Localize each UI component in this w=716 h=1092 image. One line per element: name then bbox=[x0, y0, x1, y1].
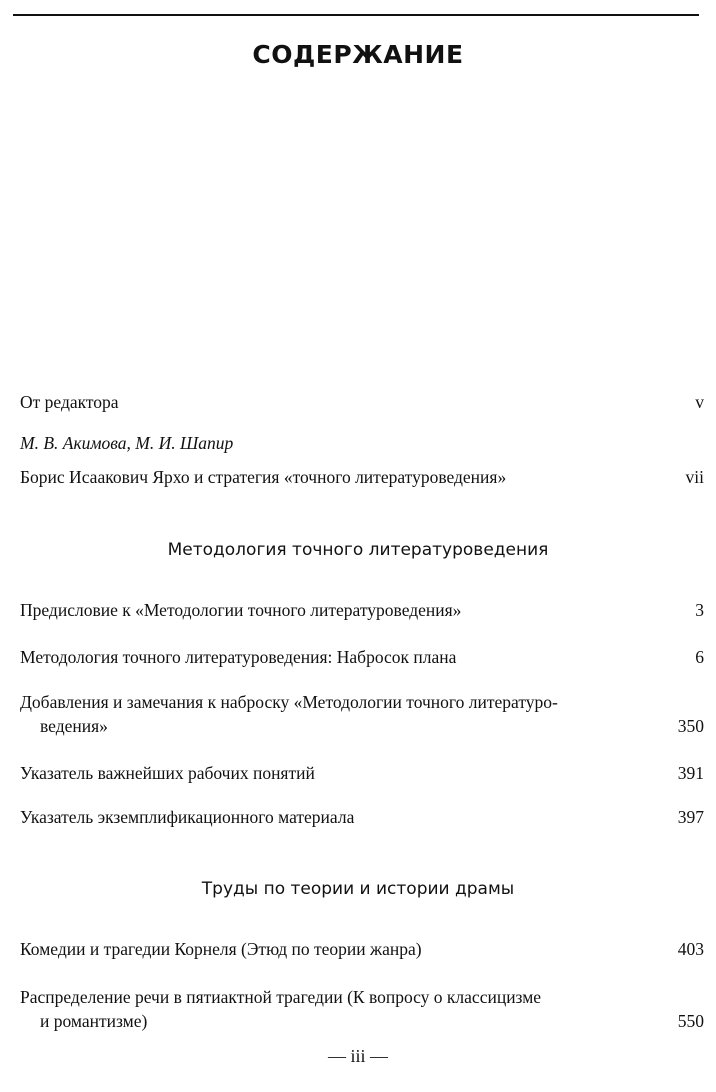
toc-entry-yarkho-strategy[interactable] bbox=[20, 465, 704, 489]
toc-entry-page: 391 bbox=[677, 763, 704, 783]
toc-entry-page: v bbox=[695, 392, 704, 412]
toc-entry-page: 3 bbox=[695, 600, 704, 620]
toc-entry-title-continuation: ведения» bbox=[40, 716, 108, 736]
toc-entry-title: Предисловие к «Методологии точного литературоведения» bbox=[20, 600, 462, 620]
toc-entry-page: 397 bbox=[677, 807, 704, 827]
toc-entry-title: Указатель важнейших рабочих понятий bbox=[20, 763, 315, 783]
toc-entry-editor-note[interactable] bbox=[20, 390, 704, 414]
toc-entry-page: vii bbox=[685, 467, 704, 487]
toc-entry-title: От редактора bbox=[20, 392, 119, 412]
toc-entry[interactable] bbox=[20, 985, 704, 1033]
toc-entry-title: Добавления и замечания к наброску «Методологии точного литературо- bbox=[20, 692, 558, 712]
toc-entry[interactable] bbox=[20, 937, 704, 961]
page-number: — iii — bbox=[327, 1046, 388, 1066]
toc-entry-page: 6 bbox=[695, 647, 704, 667]
toc-entry-title: Указатель экземплификационного материала bbox=[20, 807, 355, 827]
toc-entry-title: Распределение речи в пятиактной трагедии (К вопросу о классицизме bbox=[20, 987, 542, 1007]
toc-entry-title: Методология точного литературоведения: Набросок плана bbox=[20, 647, 457, 667]
toc-entry-authors: М. В. Акимова, М. И. Шапир bbox=[20, 433, 234, 453]
section-heading: Методология точного литературоведения bbox=[167, 540, 549, 560]
toc-entry-title: Комедии и трагедии Корнеля (Этюд по теории жанра) bbox=[20, 939, 422, 959]
toc-entry[interactable] bbox=[20, 690, 704, 738]
toc-entry-title: Борис Исаакович Ярхо и стратегия «точного литературоведения» bbox=[20, 467, 507, 487]
top-rule bbox=[13, 14, 699, 16]
toc-entry-title-continuation: и романтизме) bbox=[40, 1011, 148, 1031]
page-title: СОДЕРЖАНИЕ bbox=[252, 40, 464, 69]
section-heading: Труды по теории и истории драмы bbox=[201, 879, 515, 899]
toc-entry[interactable] bbox=[20, 805, 704, 829]
toc-entry-page: 550 bbox=[677, 1011, 704, 1031]
toc-entry[interactable] bbox=[20, 761, 704, 785]
toc-entry[interactable] bbox=[20, 598, 704, 622]
toc-entry[interactable] bbox=[20, 645, 704, 669]
toc-entry-page: 350 bbox=[677, 716, 704, 736]
toc-entry-page: 403 bbox=[677, 939, 704, 959]
